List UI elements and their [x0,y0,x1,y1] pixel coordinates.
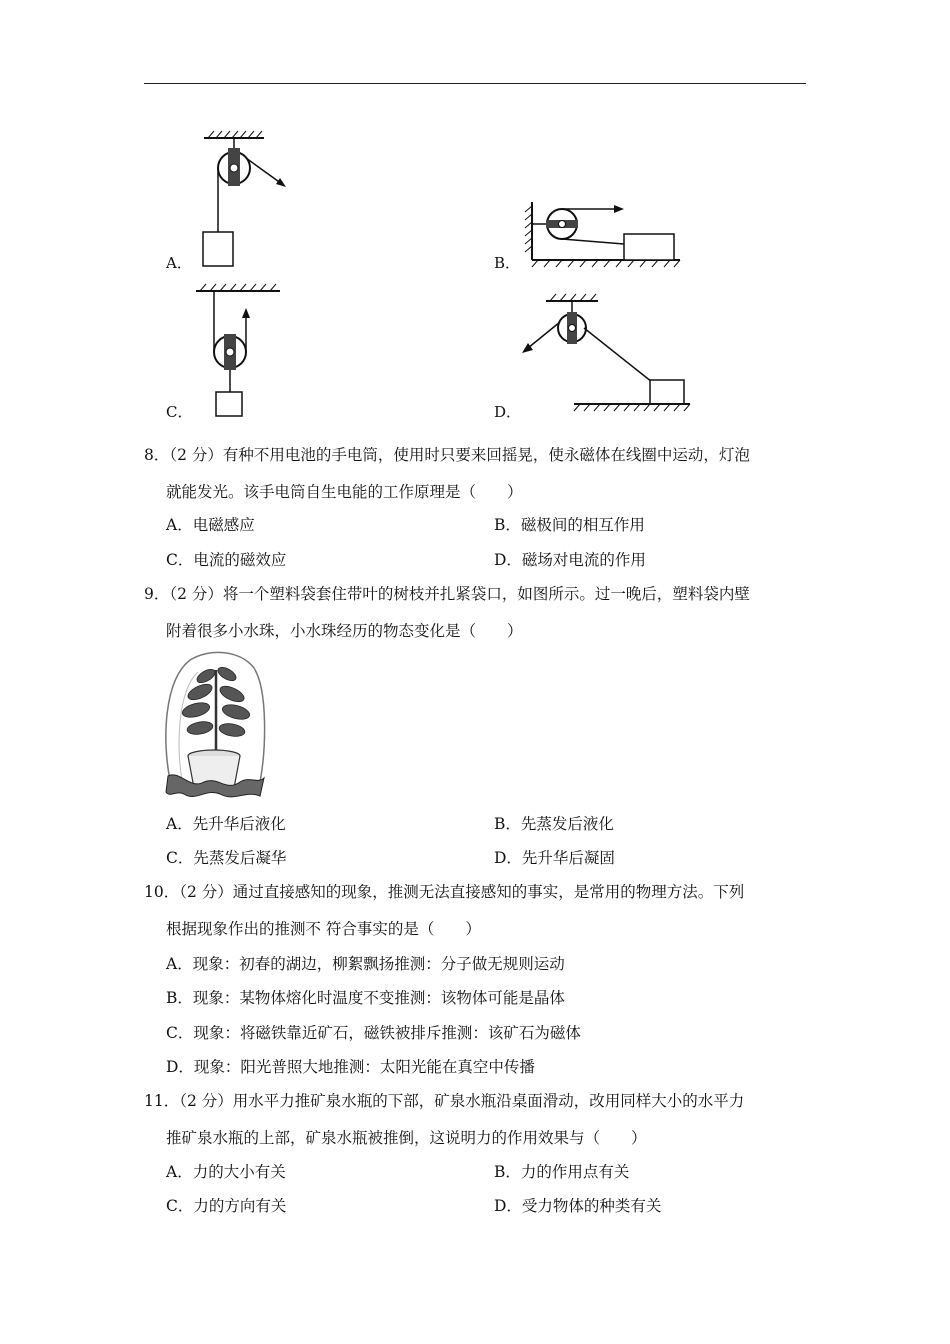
q8-option-c[interactable]: C．电流的磁效应 [166,551,287,569]
q11-option-d[interactable]: D．受力物体的种类有关 [494,1197,662,1215]
q7-option-a-label[interactable]: A． [166,254,192,272]
q7-option-c-label[interactable]: C． [166,403,193,421]
pulley-figure-b [520,198,690,270]
q11-stem-line2: 推矿泉水瓶的上部，矿泉水瓶被推倒，这说明力的作用效果与（ ） [166,1129,647,1147]
q9-option-b[interactable]: B．先蒸发后液化 [494,815,614,833]
header-rule [144,83,806,84]
q10-stem-line2: 根据现象作出的推测不 符合事实的是（ ） [166,920,481,938]
q10-option-b[interactable]: B．现象：某物体熔化时温度不变推测：该物体可能是晶体 [166,989,565,1007]
q8-stem-line2: 就能发光。该手电筒自生电能的工作原理是（ ） [166,483,523,501]
q9-option-a[interactable]: A．先升华后液化 [166,815,286,833]
q9-stem-line1: 9．（2 分）将一个塑料袋套住带叶的树枝并扎紧袋口，如图所示。过一晚后，塑料袋内壁 [144,585,750,603]
q9-stem-line2: 附着很多小水珠，小水珠经历的物态变化是（ ） [166,622,523,640]
q9-option-d[interactable]: D．先升华后凝固 [494,849,615,867]
q11-option-b[interactable]: B．力的作用点有关 [494,1163,630,1181]
pulley-figure-a [198,128,298,270]
pulley-figure-d [520,292,700,422]
plant-in-bag-figure [160,650,270,805]
q10-option-a[interactable]: A．现象：初春的湖边，柳絮飘扬推测：分子做无规则运动 [166,955,565,973]
q7-option-d-label[interactable]: D． [494,403,522,421]
q7-option-b-label[interactable]: B． [494,254,521,272]
q9-option-c[interactable]: C．先蒸发后凝华 [166,849,287,867]
q11-stem-line1: 11．（2 分）用水平力推矿泉水瓶的下部，矿泉水瓶沿桌面滑动，改用同样大小的水平力 [144,1092,745,1110]
q8-option-a[interactable]: A．电磁感应 [166,516,255,534]
q11-option-c[interactable]: C．力的方向有关 [166,1197,287,1215]
q10-option-c[interactable]: C．现象：将磁铁靠近矿石，磁铁被排斥推测：该矿石为磁体 [166,1024,581,1042]
pulley-figure-c [192,282,292,420]
q11-option-a[interactable]: A．力的大小有关 [166,1163,286,1181]
q10-stem-line1: 10．（2 分）通过直接感知的现象，推测无法直接感知的事实，是常用的物理方法。下列 [144,883,745,901]
q8-option-b[interactable]: B．磁极间的相互作用 [494,516,645,534]
q10-option-d[interactable]: D．现象：阳光普照大地推测：太阳光能在真空中传播 [166,1058,535,1076]
q8-stem-line1: 8．（2 分）有种不用电池的手电筒，使用时只要来回摇晃，使永磁体在线圈中运动，灯泡 [144,446,750,464]
q8-option-d[interactable]: D．磁场对电流的作用 [494,551,646,569]
